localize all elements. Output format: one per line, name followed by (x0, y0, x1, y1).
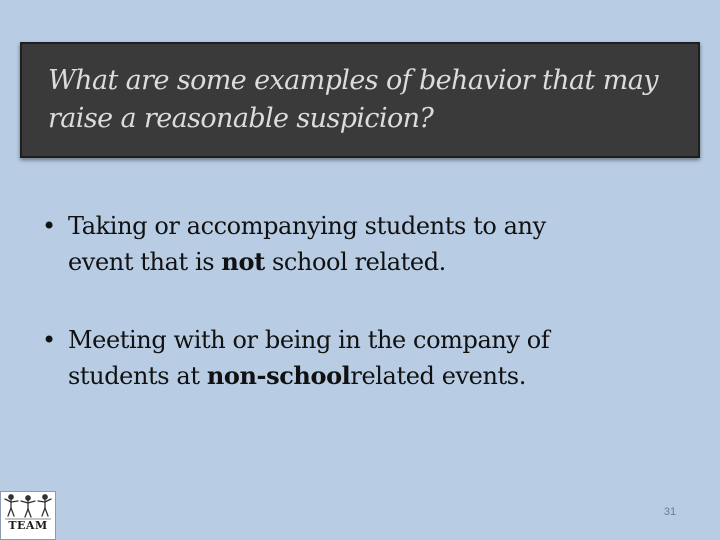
slide-title (48, 62, 668, 138)
bullet-1-line-2-start: event that is (68, 248, 222, 276)
title-line-2: raise a reasonable suspicion? (48, 103, 434, 134)
bullet-item (40, 208, 680, 280)
bullet-2-line-2-end: related events. (350, 362, 526, 390)
title-line-1: What are some examples of behavior that may (48, 65, 658, 96)
bullet-marker: • (42, 326, 56, 354)
bullet-2-emphasis: non-school (206, 361, 351, 390)
team-figures-icon (1, 492, 55, 522)
bullet-2-line-2-start: students at (68, 362, 207, 390)
logo-text: TEAM (8, 519, 48, 532)
bullet-2-line-1: Meeting with or being in the company of (68, 326, 550, 354)
title-box (20, 42, 700, 158)
bullet-list (40, 208, 680, 436)
bullet-marker: • (42, 212, 56, 240)
bullet-1-line-2-end: school related. (264, 248, 446, 276)
bullet-item (40, 322, 680, 394)
team-logo (0, 491, 56, 540)
bullet-1-emphasis: not (221, 247, 265, 276)
bullet-1-line-1: Taking or accompanying students to any (68, 212, 546, 240)
slide-number: 31 (663, 506, 677, 518)
